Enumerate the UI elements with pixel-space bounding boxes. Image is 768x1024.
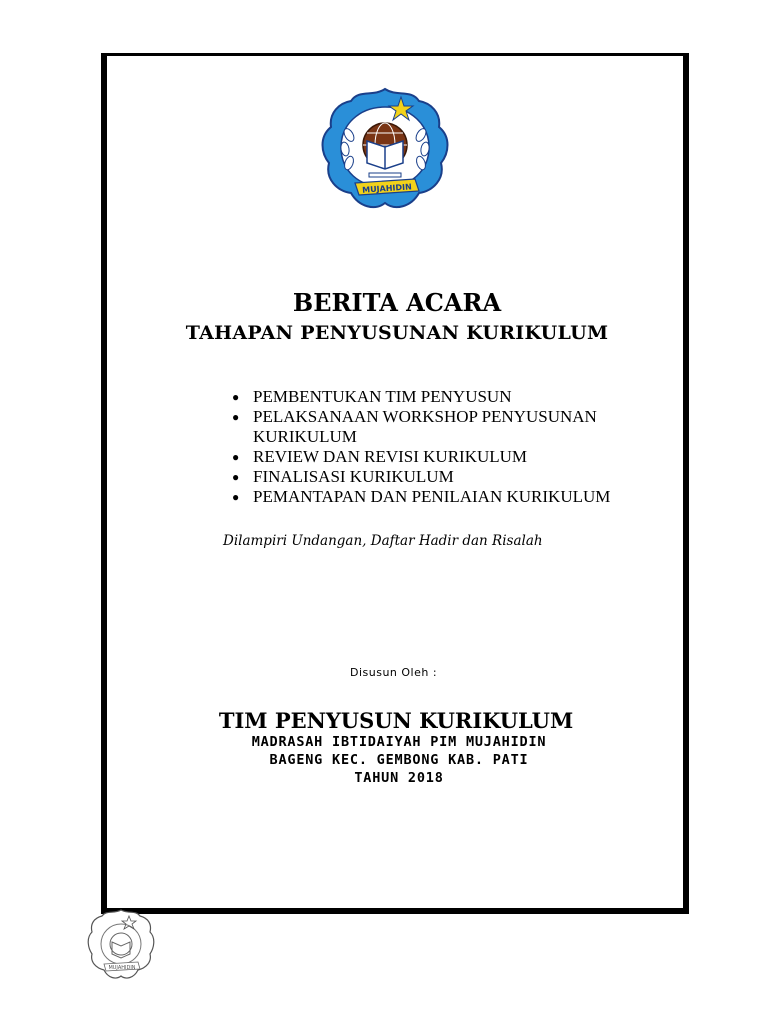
document-title: BERITA ACARA — [292, 288, 502, 317]
bullet-icon: ● — [232, 410, 240, 424]
document-year: TAHUN 2018 — [354, 770, 444, 786]
team-name: TIM PENYUSUN KURIKULUM — [218, 708, 574, 733]
school-emblem-icon — [315, 83, 455, 215]
list-item: ● REVIEW DAN REVISI KURIKULUM — [232, 447, 528, 466]
school-address: BAGENG KEC. GEMBONG KAB. PATI — [269, 752, 529, 768]
logo-ribbon-text: MUJAHIDIN — [361, 182, 413, 195]
bullet-icon: ● — [232, 450, 240, 464]
emblem-stamp-icon — [86, 906, 156, 982]
stages-list — [232, 387, 652, 507]
attachment-note: Dilampiri Undangan, Daftar Hadir dan Risalah — [223, 533, 543, 549]
school-name: MADRASAH IBTIDAIYAH PIM MUJAHIDIN — [251, 734, 547, 750]
bullet-icon: ● — [232, 390, 240, 404]
document-subtitle: TAHAPAN PENYUSUNAN KURIKULUM — [185, 322, 609, 344]
bullet-icon: ● — [232, 490, 240, 504]
compiled-by-label: Disusun Oleh : — [350, 666, 438, 679]
bullet-icon: ● — [232, 470, 240, 484]
list-item: ● FINALISASI KURIKULUM — [232, 467, 454, 486]
list-item: ● PEMANTAPAN DAN PENILAIAN KURIKULUM — [232, 487, 611, 506]
list-item: ● PELAKSANAAN WORKSHOP PENYUSUNAN KURIKULUM — [232, 407, 597, 446]
stamp-text: MUJAHIDIN — [108, 965, 136, 971]
list-item: ● PEMBENTUKAN TIM PENYUSUN — [232, 387, 512, 406]
